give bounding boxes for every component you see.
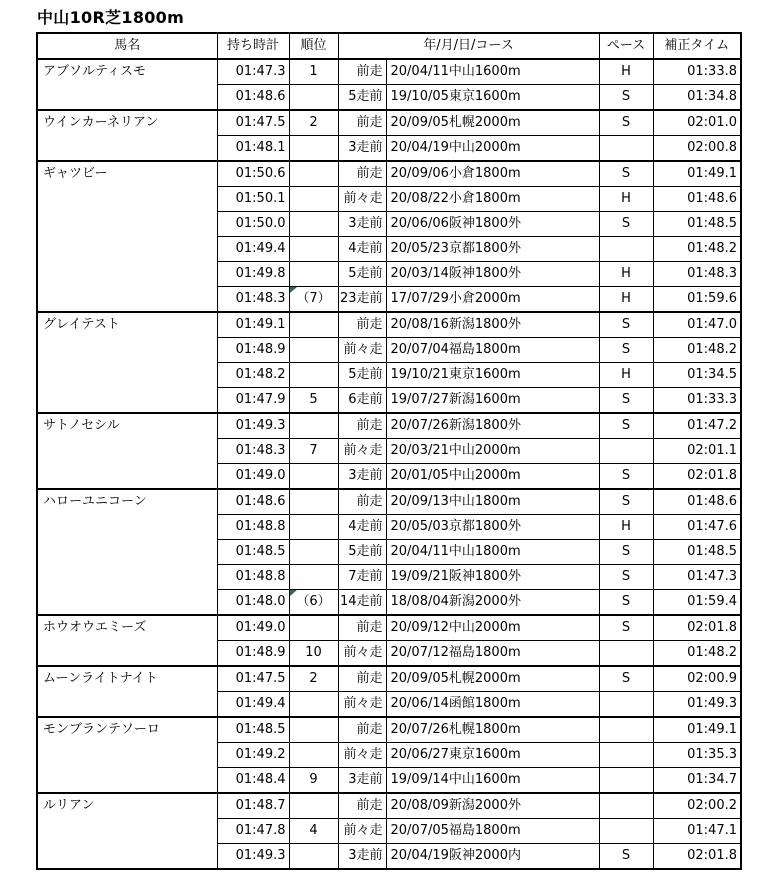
pace-cell: H bbox=[599, 187, 653, 212]
header-best-time: 持ち時計 bbox=[217, 33, 289, 59]
run-label-cell: 前走 bbox=[338, 413, 386, 439]
adjusted-time-cell: 01:47.6 bbox=[653, 515, 741, 540]
run-label-cell: 前々走 bbox=[338, 187, 386, 212]
date-course-cell: 19/07/27新潟1600m bbox=[386, 388, 599, 414]
rank-cell: （6） bbox=[289, 590, 338, 616]
run-label-cell: 前走 bbox=[338, 110, 386, 136]
error-indicator-triangle-icon bbox=[290, 590, 297, 596]
horse-name-cell: ホウオウエミーズ bbox=[37, 615, 217, 666]
rank-cell bbox=[289, 363, 338, 388]
best-time-cell: 01:47.5 bbox=[217, 666, 289, 692]
adjusted-time-cell: 01:33.8 bbox=[653, 59, 741, 85]
date-course-cell: 20/03/21中山2000m bbox=[386, 439, 599, 464]
best-time-cell: 01:48.9 bbox=[217, 338, 289, 363]
adjusted-time-cell: 01:49.3 bbox=[653, 692, 741, 718]
horse-name-cell: アブソルティスモ bbox=[37, 59, 217, 110]
best-time-cell: 01:48.9 bbox=[217, 641, 289, 667]
adjusted-time-cell: 02:01.0 bbox=[653, 110, 741, 136]
adjusted-time-cell: 01:48.2 bbox=[653, 641, 741, 667]
run-label-cell: 5走前 bbox=[338, 262, 386, 287]
adjusted-time-cell: 01:49.1 bbox=[653, 717, 741, 743]
run-label-cell: 3走前 bbox=[338, 768, 386, 794]
best-time-cell: 01:48.3 bbox=[217, 287, 289, 313]
table-row bbox=[37, 312, 741, 338]
adjusted-time-cell: 01:48.2 bbox=[653, 237, 741, 262]
pace-cell: S bbox=[599, 161, 653, 187]
adjusted-time-cell: 02:01.8 bbox=[653, 464, 741, 490]
pace-cell: H bbox=[599, 262, 653, 287]
rank-cell bbox=[289, 565, 338, 590]
race-table-body bbox=[37, 59, 741, 869]
horse-name-cell: ギャツビー bbox=[37, 161, 217, 312]
date-course-cell: 20/04/11中山1600m bbox=[386, 59, 599, 85]
adjusted-time-cell: 01:47.3 bbox=[653, 565, 741, 590]
adjusted-time-cell: 02:00.2 bbox=[653, 793, 741, 819]
date-course-cell: 19/09/14中山1600m bbox=[386, 768, 599, 794]
date-course-cell: 20/09/05札幌2000m bbox=[386, 110, 599, 136]
header-horse-name: 馬名 bbox=[37, 33, 217, 59]
header-pace: ペース bbox=[599, 33, 653, 59]
rank-cell bbox=[289, 464, 338, 490]
run-label-cell: 3走前 bbox=[338, 212, 386, 237]
run-label-cell: 7走前 bbox=[338, 565, 386, 590]
date-course-cell: 20/06/14函館1800m bbox=[386, 692, 599, 718]
best-time-cell: 01:49.3 bbox=[217, 413, 289, 439]
best-time-cell: 01:48.5 bbox=[217, 540, 289, 565]
header-date-course: 年/月/日/コース bbox=[338, 33, 599, 59]
date-course-cell: 20/09/12中山2000m bbox=[386, 615, 599, 641]
date-course-cell: 20/05/03京都1800外 bbox=[386, 515, 599, 540]
run-label-cell: 4走前 bbox=[338, 515, 386, 540]
best-time-cell: 01:49.4 bbox=[217, 692, 289, 718]
adjusted-time-cell: 01:48.6 bbox=[653, 489, 741, 515]
pace-cell bbox=[599, 641, 653, 667]
horse-name-cell: グレイテスト bbox=[37, 312, 217, 413]
rank-cell bbox=[289, 136, 338, 162]
pace-cell: S bbox=[599, 85, 653, 111]
adjusted-time-cell: 01:47.0 bbox=[653, 312, 741, 338]
best-time-cell: 01:49.4 bbox=[217, 237, 289, 262]
rank-cell bbox=[289, 743, 338, 768]
best-time-cell: 01:48.8 bbox=[217, 565, 289, 590]
best-time-cell: 01:48.7 bbox=[217, 793, 289, 819]
adjusted-time-cell: 02:01.8 bbox=[653, 615, 741, 641]
date-course-cell: 19/09/21阪神1800外 bbox=[386, 565, 599, 590]
table-row bbox=[37, 793, 741, 819]
pace-cell: H bbox=[599, 59, 653, 85]
run-label-cell: 前々走 bbox=[338, 743, 386, 768]
horse-name-cell: ルリアン bbox=[37, 793, 217, 869]
table-row bbox=[37, 666, 741, 692]
adjusted-time-cell: 02:00.9 bbox=[653, 666, 741, 692]
date-course-cell: 20/03/14阪神1800外 bbox=[386, 262, 599, 287]
rank-cell bbox=[289, 338, 338, 363]
adjusted-time-cell: 01:34.5 bbox=[653, 363, 741, 388]
race-history-table bbox=[36, 32, 742, 870]
date-course-cell: 20/01/05中山2000m bbox=[386, 464, 599, 490]
pace-cell: S bbox=[599, 312, 653, 338]
best-time-cell: 01:49.0 bbox=[217, 615, 289, 641]
best-time-cell: 01:49.8 bbox=[217, 262, 289, 287]
table-row bbox=[37, 413, 741, 439]
best-time-cell: 01:49.3 bbox=[217, 844, 289, 870]
run-label-cell: 5走前 bbox=[338, 85, 386, 111]
adjusted-time-cell: 01:48.3 bbox=[653, 262, 741, 287]
pace-cell bbox=[599, 743, 653, 768]
horse-name-cell: ムーンライトナイト bbox=[37, 666, 217, 717]
rank-cell bbox=[289, 717, 338, 743]
rank-cell bbox=[289, 844, 338, 870]
best-time-cell: 01:48.2 bbox=[217, 363, 289, 388]
header-rank: 順位 bbox=[289, 33, 338, 59]
date-course-cell: 19/10/05東京1600m bbox=[386, 85, 599, 111]
date-course-cell: 20/04/19中山2000m bbox=[386, 136, 599, 162]
date-course-cell: 20/08/16新潟1800外 bbox=[386, 312, 599, 338]
rank-cell: 7 bbox=[289, 439, 338, 464]
best-time-cell: 01:47.5 bbox=[217, 110, 289, 136]
date-course-cell: 20/07/04福島1800m bbox=[386, 338, 599, 363]
run-label-cell: 3走前 bbox=[338, 136, 386, 162]
run-label-cell: 前走 bbox=[338, 793, 386, 819]
run-label-cell: 3走前 bbox=[338, 464, 386, 490]
adjusted-time-cell: 01:34.7 bbox=[653, 768, 741, 794]
rank-cell bbox=[289, 692, 338, 718]
date-course-cell: 20/07/12福島1800m bbox=[386, 641, 599, 667]
run-label-cell: 前々走 bbox=[338, 819, 386, 844]
date-course-cell: 18/08/04新潟2000外 bbox=[386, 590, 599, 616]
pace-cell: H bbox=[599, 515, 653, 540]
pace-cell: H bbox=[599, 287, 653, 313]
rank-cell bbox=[289, 793, 338, 819]
table-row bbox=[37, 59, 741, 85]
pace-cell bbox=[599, 768, 653, 794]
rank-cell: 5 bbox=[289, 388, 338, 414]
pace-cell: S bbox=[599, 590, 653, 616]
best-time-cell: 01:49.2 bbox=[217, 743, 289, 768]
pace-cell: S bbox=[599, 615, 653, 641]
rank-cell bbox=[289, 312, 338, 338]
table-header-row bbox=[37, 33, 741, 59]
date-course-cell: 20/04/11中山1800m bbox=[386, 540, 599, 565]
pace-cell: S bbox=[599, 666, 653, 692]
adjusted-time-cell: 01:34.8 bbox=[653, 85, 741, 111]
date-course-cell: 20/05/23京都1800外 bbox=[386, 237, 599, 262]
date-course-cell: 20/08/22小倉1800m bbox=[386, 187, 599, 212]
date-course-cell: 19/10/21東京1600m bbox=[386, 363, 599, 388]
pace-cell: S bbox=[599, 338, 653, 363]
date-course-cell: 20/07/26札幌1800m bbox=[386, 717, 599, 743]
best-time-cell: 01:49.0 bbox=[217, 464, 289, 490]
run-label-cell: 23走前 bbox=[338, 287, 386, 313]
adjusted-time-cell: 01:59.4 bbox=[653, 590, 741, 616]
best-time-cell: 01:47.3 bbox=[217, 59, 289, 85]
run-label-cell: 前走 bbox=[338, 161, 386, 187]
best-time-cell: 01:47.8 bbox=[217, 819, 289, 844]
pace-cell bbox=[599, 692, 653, 718]
pace-cell: S bbox=[599, 540, 653, 565]
date-course-cell: 20/06/27東京1600m bbox=[386, 743, 599, 768]
date-course-cell: 20/08/09新潟2000外 bbox=[386, 793, 599, 819]
date-course-cell: 17/07/29小倉2000m bbox=[386, 287, 599, 313]
rank-cell bbox=[289, 413, 338, 439]
run-label-cell: 前走 bbox=[338, 717, 386, 743]
rank-cell bbox=[289, 85, 338, 111]
adjusted-time-cell: 01:47.2 bbox=[653, 413, 741, 439]
best-time-cell: 01:50.6 bbox=[217, 161, 289, 187]
run-label-cell: 前走 bbox=[338, 312, 386, 338]
rank-cell bbox=[289, 540, 338, 565]
run-label-cell: 前走 bbox=[338, 59, 386, 85]
adjusted-time-cell: 01:48.6 bbox=[653, 187, 741, 212]
best-time-cell: 01:48.1 bbox=[217, 136, 289, 162]
horse-name-cell: モンブランテソーロ bbox=[37, 717, 217, 793]
page-title: 中山10R芝1800m bbox=[37, 8, 185, 27]
date-course-cell: 20/07/05福島1800m bbox=[386, 819, 599, 844]
best-time-cell: 01:50.1 bbox=[217, 187, 289, 212]
adjusted-time-cell: 02:01.1 bbox=[653, 439, 741, 464]
error-indicator-triangle-icon bbox=[290, 287, 297, 293]
rank-cell bbox=[289, 237, 338, 262]
pace-cell: S bbox=[599, 844, 653, 870]
best-time-cell: 01:48.0 bbox=[217, 590, 289, 616]
table-row bbox=[37, 161, 741, 187]
date-course-cell: 20/09/13中山1800m bbox=[386, 489, 599, 515]
rank-cell bbox=[289, 515, 338, 540]
run-label-cell: 3走前 bbox=[338, 844, 386, 870]
best-time-cell: 01:50.0 bbox=[217, 212, 289, 237]
adjusted-time-cell: 02:00.8 bbox=[653, 136, 741, 162]
pace-cell bbox=[599, 237, 653, 262]
horse-name-cell: ハローユニコーン bbox=[37, 489, 217, 615]
pace-cell: S bbox=[599, 489, 653, 515]
pace-cell: S bbox=[599, 464, 653, 490]
pace-cell bbox=[599, 717, 653, 743]
adjusted-time-cell: 01:59.6 bbox=[653, 287, 741, 313]
run-label-cell: 14走前 bbox=[338, 590, 386, 616]
run-label-cell: 前々走 bbox=[338, 338, 386, 363]
run-label-cell: 5走前 bbox=[338, 540, 386, 565]
run-label-cell: 前走 bbox=[338, 615, 386, 641]
rank-cell: 2 bbox=[289, 666, 338, 692]
best-time-cell: 01:49.1 bbox=[217, 312, 289, 338]
date-course-cell: 20/09/05札幌2000m bbox=[386, 666, 599, 692]
run-label-cell: 前走 bbox=[338, 666, 386, 692]
run-label-cell: 前々走 bbox=[338, 641, 386, 667]
table-row bbox=[37, 615, 741, 641]
pace-cell bbox=[599, 439, 653, 464]
table-row bbox=[37, 717, 741, 743]
pace-cell bbox=[599, 136, 653, 162]
adjusted-time-cell: 01:48.2 bbox=[653, 338, 741, 363]
best-time-cell: 01:48.3 bbox=[217, 439, 289, 464]
date-course-cell: 20/09/06小倉1800m bbox=[386, 161, 599, 187]
rank-cell bbox=[289, 615, 338, 641]
rank-cell bbox=[289, 161, 338, 187]
rank-cell: 2 bbox=[289, 110, 338, 136]
pace-cell: S bbox=[599, 565, 653, 590]
adjusted-time-cell: 01:47.1 bbox=[653, 819, 741, 844]
header-adjusted-time: 補正タイム bbox=[653, 33, 741, 59]
horse-name-cell: サトノセシル bbox=[37, 413, 217, 489]
best-time-cell: 01:47.9 bbox=[217, 388, 289, 414]
run-label-cell: 前走 bbox=[338, 489, 386, 515]
pace-cell bbox=[599, 819, 653, 844]
date-course-cell: 20/07/26新潟1800外 bbox=[386, 413, 599, 439]
rank-cell: 1 bbox=[289, 59, 338, 85]
horse-name-cell: ウインカーネリアン bbox=[37, 110, 217, 161]
run-label-cell: 前々走 bbox=[338, 692, 386, 718]
adjusted-time-cell: 01:49.1 bbox=[653, 161, 741, 187]
rank-cell bbox=[289, 262, 338, 287]
adjusted-time-cell: 01:33.3 bbox=[653, 388, 741, 414]
rank-cell: 10 bbox=[289, 641, 338, 667]
rank-cell bbox=[289, 212, 338, 237]
run-label-cell: 前々走 bbox=[338, 439, 386, 464]
pace-cell bbox=[599, 793, 653, 819]
rank-cell: 4 bbox=[289, 819, 338, 844]
best-time-cell: 01:48.4 bbox=[217, 768, 289, 794]
rank-cell bbox=[289, 489, 338, 515]
run-label-cell: 6走前 bbox=[338, 388, 386, 414]
pace-cell: H bbox=[599, 363, 653, 388]
pace-cell: S bbox=[599, 388, 653, 414]
adjusted-time-cell: 01:35.3 bbox=[653, 743, 741, 768]
adjusted-time-cell: 02:01.8 bbox=[653, 844, 741, 870]
best-time-cell: 01:48.8 bbox=[217, 515, 289, 540]
table-row bbox=[37, 110, 741, 136]
pace-cell: S bbox=[599, 413, 653, 439]
best-time-cell: 01:48.6 bbox=[217, 85, 289, 111]
pace-cell: S bbox=[599, 110, 653, 136]
best-time-cell: 01:48.5 bbox=[217, 717, 289, 743]
rank-cell: 9 bbox=[289, 768, 338, 794]
run-label-cell: 5走前 bbox=[338, 363, 386, 388]
date-course-cell: 20/04/19阪神2000内 bbox=[386, 844, 599, 870]
run-label-cell: 4走前 bbox=[338, 237, 386, 262]
best-time-cell: 01:48.6 bbox=[217, 489, 289, 515]
adjusted-time-cell: 01:48.5 bbox=[653, 540, 741, 565]
pace-cell: S bbox=[599, 212, 653, 237]
table-row bbox=[37, 489, 741, 515]
rank-cell: （7） bbox=[289, 287, 338, 313]
adjusted-time-cell: 01:48.5 bbox=[653, 212, 741, 237]
date-course-cell: 20/06/06阪神1800外 bbox=[386, 212, 599, 237]
rank-cell bbox=[289, 187, 338, 212]
